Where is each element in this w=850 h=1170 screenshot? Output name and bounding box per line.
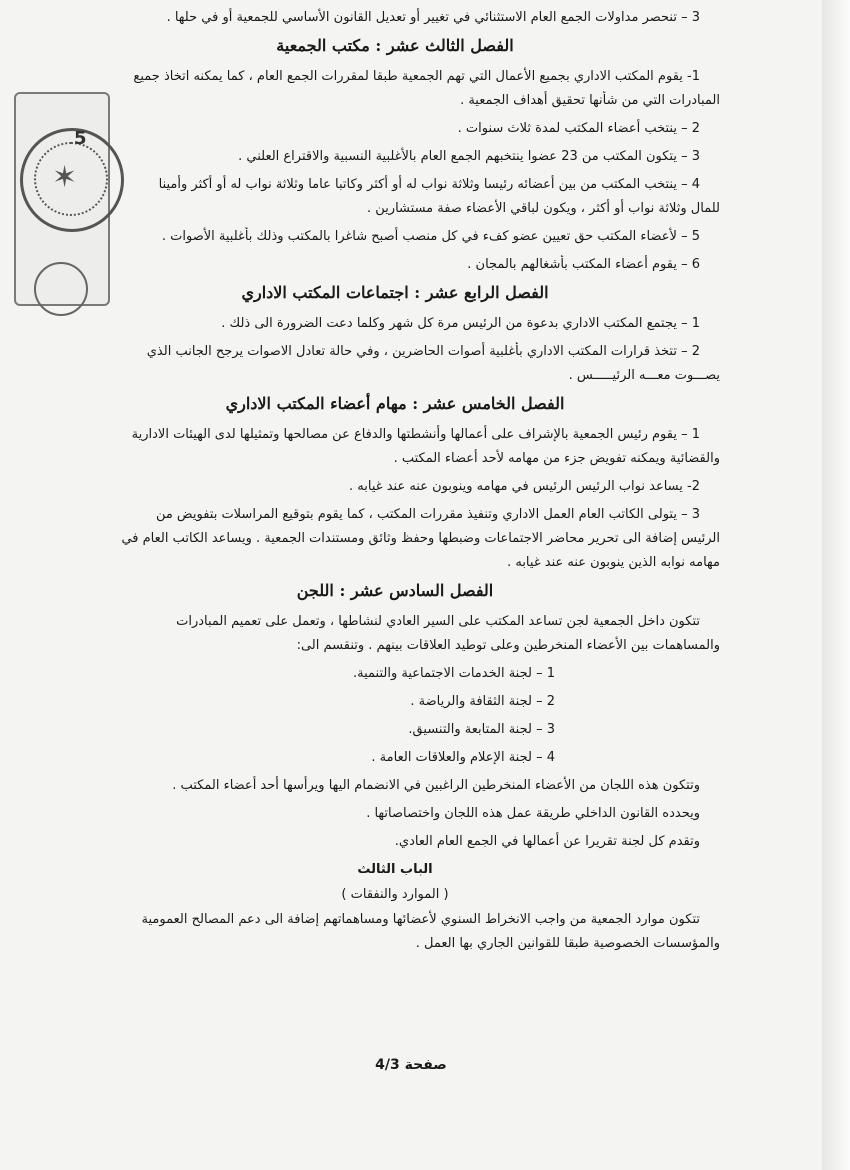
paragraph-line: مهامه نوابه الذين ينوبون عنه عند غيابه . — [507, 555, 720, 570]
paragraph-line: 3 – يتولى الكاتب العام العمل الاداري وتنفيذ مقررات المكتب ، كما يقوم بتوقيع المراسلات بتفويض من — [155, 507, 700, 522]
paragraph-line: تتكون داخل الجمعية لجن تساعد المكتب على السير العادي لنشاطها ، وتعمل على تعميم المبادرات — [176, 614, 700, 629]
paragraph-line: ويحدده القانون الداخلي طريقة عمل هذه اللجان واختصاصاتها . — [366, 806, 700, 821]
paragraph-line: للمال وثلاثة نواب أو أكثر ، ويكون لباقي الأعضاء صفة مستشارين . — [367, 201, 720, 216]
section-heading-14: الفصل الرابع عشر : اجتماعات المكتب الاداري — [241, 283, 549, 302]
list-item: 1 – لجنة الخدمات الاجتماعية والتنمية. — [353, 666, 555, 681]
part-heading: الباب الثالث — [357, 862, 433, 877]
paragraph-line: 4 – ينتخب المكتب من بين أعضائه رئيسا وثلاثة نواب له أو أكثر وكاتبا عاما وثلاثة نواب له أو أكثر وأمينا — [158, 177, 700, 192]
paragraph-line: 3 – تنحصر مداولات الجمع العام الاستثنائي في تغيير أو تعديل القانون الأساسي للجمعية أو في حلها . — [166, 10, 700, 25]
paragraph-line: 2 – ينتخب أعضاء المكتب لمدة ثلاث سنوات . — [457, 121, 700, 136]
paragraph-line: تتكون موارد الجمعية من واجب الانخراط السنوي لأعضائها ومساهماتهم إضافة الى دعم المصالح العمومية — [141, 912, 700, 927]
star-icon: ✶ — [52, 160, 78, 195]
paragraph-line: والقضائية ويمكنه تفويض جزء من مهامه لأحد أعضاء المكتب . — [393, 451, 720, 466]
paragraph-line: 1 – يقوم رئيس الجمعية بالإشراف على أعمالها وأنشطتها والدفاع عن مصالحها وتمثيلها لدى الهيئات الادارية — [131, 427, 700, 442]
paragraph-line: 5 – لأعضاء المكتب حق تعيين عضو كفء في كل منصب أصبح شاغرا بالمكتب وذلك بأغلبية الأصوات . — [161, 229, 700, 244]
stamp-number: 5 — [74, 128, 87, 149]
paragraph-line: وتتكون هذه اللجان من الأعضاء المنخرطين الراغبين في الانضمام اليها ويرأسها أحد أعضاء المكتب . — [172, 778, 700, 793]
paragraph-line: الرئيس إضافة الى تحرير محاضر الاجتماعات وضبطها وحفظ وثائق ومستندات الجمعية . ويساعد الكاتب العام في — [121, 531, 720, 546]
paragraph-line: 3 – يتكون المكتب من 23 عضوا ينتخبهم الجمع العام بالأغلبية النسبية والاقتراع العلني . — [238, 149, 700, 164]
paragraph-line: يصـــوت معـــه الرئيـــــس . — [568, 368, 720, 383]
paragraph-line: وتقدم كل لجنة تقريرا عن أعمالها في الجمع العام العادي. — [394, 834, 700, 849]
paragraph-line: المبادرات التي من شأنها تحقيق أهداف الجمعية . — [460, 93, 720, 108]
paragraph-line: 2 – تتخذ قرارات المكتب الاداري بأغلبية أصوات الحاضرين ، وفي حالة تعادل الاصوات يرجح الجانب الذي — [146, 344, 700, 359]
paragraph-line: 6 – يقوم أعضاء المكتب بأشغالهم بالمجان . — [467, 257, 700, 272]
page-edge — [822, 0, 850, 1170]
section-heading-16: الفصل السادس عشر : اللجن — [296, 581, 494, 600]
paragraph-line: والمؤسسات الخصوصية طبقا للقوانين الجاري بها العمل . — [415, 936, 720, 951]
document-body — [70, 8, 720, 962]
paragraph-line: والمساهمات بين الأعضاء المنخرطين وعلى توطيد العلاقات بينهم . وتنقسم الى: — [296, 638, 720, 653]
section-heading-13: الفصل الثالث عشر : مكتب الجمعية — [276, 36, 514, 55]
list-item: 2 – لجنة الثقافة والرياضة . — [410, 694, 555, 709]
list-item: 4 – لجنة الإعلام والعلاقات العامة . — [371, 750, 555, 765]
list-item: 3 – لجنة المتابعة والتنسيق. — [408, 722, 555, 737]
paragraph-line: 1 – يجتمع المكتب الاداري بدعوة من الرئيس مرة كل شهر وكلما دعت الضرورة الى ذلك . — [221, 316, 700, 331]
paragraph-line: 1- يقوم المكتب الاداري بجميع الأعمال التي تهم الجمعية طبقا لمقررات الجمع العام ، كما يمكنه اتخاذ جميع — [133, 69, 700, 84]
page-number: صفحة 4/3 — [375, 1057, 447, 1073]
paragraph-line: 2- يساعد نواب الرئيس الرئيس في مهامه وينوبون عنه عند غيابه . — [349, 479, 700, 494]
section-heading-15: الفصل الخامس عشر : مهام أعضاء المكتب الاداري — [225, 394, 565, 413]
part-subheading: ( الموارد والنفقات ) — [341, 887, 449, 902]
